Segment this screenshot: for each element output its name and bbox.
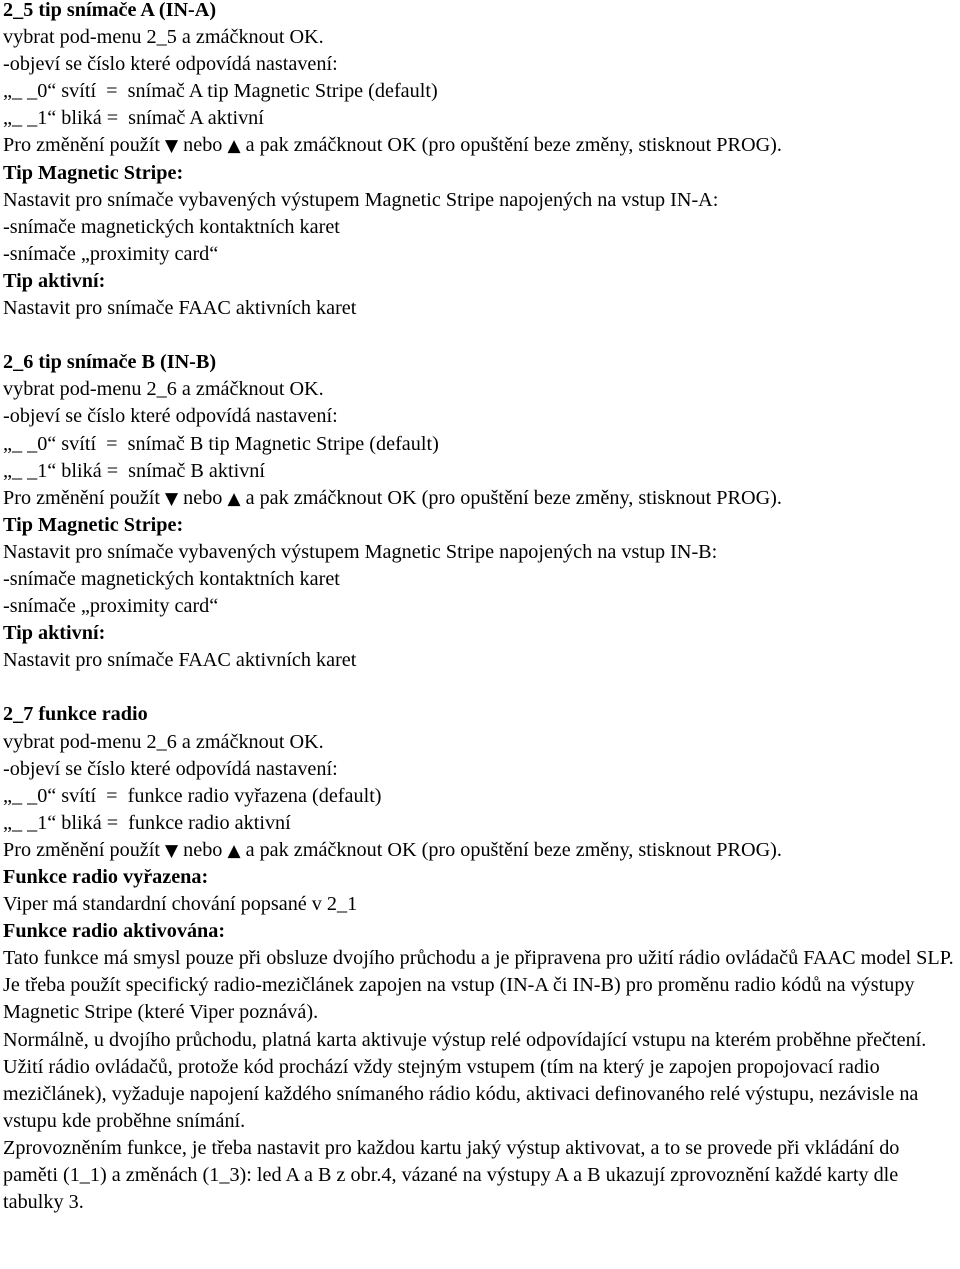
- paragraph: Je třeba použít specifický radio-mezičlánek zapojen na vstup (IN-A či IN-B) pro proměnu radio kódů na výstupy Magnetic Stripe (které Viper poznává).: [3, 974, 915, 1024]
- section-2-5: [3, 0, 958, 322]
- change-text-mid: nebo: [178, 134, 228, 157]
- body-line: Viper má standardní chování popsané v 2_1: [3, 893, 358, 916]
- change-instruction: [3, 485, 958, 512]
- section-heading: 2_5 tip snímače A (IN-A): [3, 0, 217, 21]
- section-spacer: [3, 322, 958, 349]
- change-text-mid: nebo: [178, 838, 228, 861]
- change-text-post: a pak zmáčknout OK (pro opuštění beze změny, stisknout PROG).: [240, 838, 782, 861]
- up-arrow-icon: ▲: [227, 136, 241, 157]
- option-line: „_ _0“ svítí = snímač B tip Magnetic Stripe (default): [3, 432, 439, 455]
- change-text-post: a pak zmáčknout OK (pro opuštění beze změny, stisknout PROG).: [240, 486, 782, 509]
- paragraph: Tato funkce má smysl pouze při obsluze dvojího průchodu a je připravena pro užití rádio ovládačů FAAC model SLP.: [3, 947, 954, 970]
- body-line: -snímače magnetických kontaktních karet: [3, 215, 340, 238]
- paragraph: Normálně, u dvojího průchodu, platná karta aktivuje výstup relé odpovídající vstupu na kterém proběhne přečtení.: [3, 1028, 927, 1051]
- up-arrow-icon: ▲: [227, 840, 241, 861]
- change-text-pre: Pro změnění použít: [3, 134, 166, 157]
- body-line: -snímače „proximity card“: [3, 242, 219, 265]
- section-spacer: [3, 674, 958, 701]
- option-line: „_ _0“ svítí = snímač A tip Magnetic Stripe (default): [3, 80, 438, 103]
- subheading: Tip Magnetic Stripe:: [3, 513, 184, 536]
- paragraph: Užití rádio ovládačů, protože kód prochází vždy stejným vstupem (tím na který je zapojen propojovací radio mezičlánek), vyžaduje napojení každého snímaného rádio kódu, aktivaci definovaného relé výstupu, nezávisle na vstupu kde proběhne snímání.: [3, 1055, 919, 1132]
- change-text-pre: Pro změnění použít: [3, 486, 166, 509]
- instruction-line: vybrat pod-menu 2_5 a zmáčknout OK.: [3, 26, 324, 49]
- down-arrow-icon: ▼: [165, 136, 179, 157]
- option-line: „_ _1“ bliká = funkce radio aktivní: [3, 811, 291, 834]
- body-line: -snímače „proximity card“: [3, 595, 219, 618]
- section-2-7: [3, 701, 958, 1216]
- section-heading: 2_7 funkce radio: [3, 703, 148, 726]
- down-arrow-icon: ▼: [165, 488, 179, 509]
- paragraph: Zprovozněním funkce, je třeba nastavit pro každou kartu jaký výstup aktivovat, a to se provede při vkládání do paměti (1_1) a změnách (1_3): led A a B z obr.4, vázané na výstupy A a B ukazují zprovoznění každé karty dle tabulky 3.: [3, 1136, 900, 1214]
- change-instruction: [3, 132, 958, 159]
- document-page: [3, 0, 958, 1216]
- body-line: Nastavit pro snímače FAAC aktivních karet: [3, 649, 357, 672]
- option-line: „_ _1“ bliká = snímač A aktivní: [3, 107, 264, 130]
- change-instruction: [3, 837, 958, 864]
- instruction-line: -objeví se číslo které odpovídá nastavení:: [3, 405, 338, 428]
- body-line: -snímače magnetických kontaktních karet: [3, 567, 340, 590]
- down-arrow-icon: ▼: [165, 840, 179, 861]
- section-2-6: [3, 349, 958, 674]
- body-line: Nastavit pro snímače vybavených výstupem Magnetic Stripe napojených na vstup IN-B:: [3, 540, 718, 563]
- subheading: Funkce radio vyřazena:: [3, 866, 209, 888]
- up-arrow-icon: ▲: [227, 488, 241, 509]
- instruction-line: -objeví se číslo které odpovídá nastavení:: [3, 53, 338, 76]
- subheading: Tip Magnetic Stripe:: [3, 161, 184, 184]
- option-line: „_ _1“ bliká = snímač B aktivní: [3, 459, 265, 482]
- body-line: Nastavit pro snímače vybavených výstupem Magnetic Stripe napojených na vstup IN-A:: [3, 188, 719, 211]
- change-text-mid: nebo: [178, 486, 228, 509]
- instruction-line: vybrat pod-menu 2_6 a zmáčknout OK.: [3, 730, 324, 753]
- change-text-pre: Pro změnění použít: [3, 838, 166, 861]
- subheading: Funkce radio aktivována:: [3, 920, 226, 943]
- subheading: Tip aktivní:: [3, 622, 106, 645]
- instruction-line: vybrat pod-menu 2_6 a zmáčknout OK.: [3, 378, 324, 401]
- instruction-line: -objeví se číslo které odpovídá nastavení:: [3, 757, 338, 780]
- option-line: „_ _0“ svítí = funkce radio vyřazena (default): [3, 784, 382, 807]
- change-text-post: a pak zmáčknout OK (pro opuštění beze změny, stisknout PROG).: [240, 134, 782, 157]
- body-line: Nastavit pro snímače FAAC aktivních karet: [3, 297, 357, 320]
- subheading: Tip aktivní:: [3, 269, 106, 292]
- section-heading: 2_6 tip snímače B (IN-B): [3, 351, 217, 374]
